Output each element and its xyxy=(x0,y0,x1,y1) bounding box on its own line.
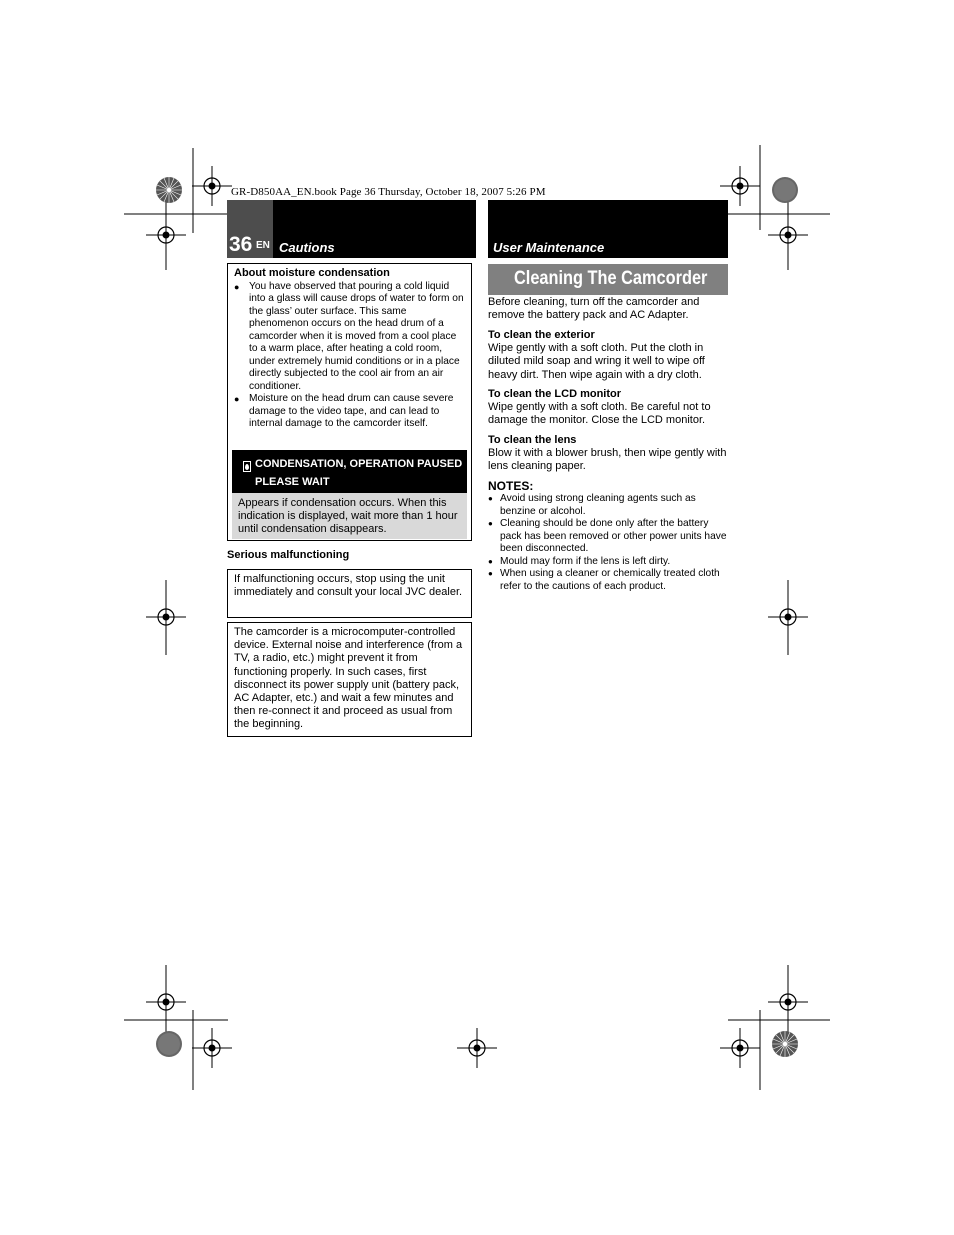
cleaning-intro: Before cleaning, turn off the camcorder and remove the battery pack and AC Adapter. xyxy=(488,296,700,322)
lcd-title: To clean the LCD monitor xyxy=(488,388,622,400)
list-item: ● When using a cleaner or chemically treated cloth refer to the cautions of each product. xyxy=(488,568,720,592)
moisture-title: About moisture condensation xyxy=(234,267,390,279)
cleaning-title-bar xyxy=(488,264,728,295)
serious-malfunctioning-title: Serious malfunctioning xyxy=(227,549,350,561)
exterior-text: Wipe gently with a soft cloth. Put the cloth in diluted mild soap and wring it well to wipe off heavy dirt. Then wipe again with a dry cloth. xyxy=(488,342,705,381)
condensation-drop-icon xyxy=(243,461,251,472)
malfunction-text: If malfunctioning occurs, stop using the unit immediately and consult your local JVC dealer. xyxy=(234,573,463,599)
page-number: 36 xyxy=(229,233,253,256)
malfunction-box xyxy=(227,569,472,618)
bullet-icon: ● xyxy=(488,556,493,566)
microcomputer-text: The camcorder is a microcomputer-controlled device. External noise and interference (from a TV, a radio, etc.) might prevent it from functioning properly. In such cases, first disconnect its power supply unit (battery pack, AC Adapter, etc.) and wait a few minutes and then re-connect it and proceed as usual from the beginning. xyxy=(234,626,463,731)
moisture-bullets xyxy=(234,281,464,430)
indication-title: CONDENSATION, OPERATION PAUSED PLEASE WAIT xyxy=(255,458,463,488)
header-user-maintenance xyxy=(488,200,728,258)
lens-text: Blow it with a blower brush, then wipe gently with lens cleaning paper. xyxy=(488,447,727,473)
page-title: Cleaning The Camcorder xyxy=(514,268,708,289)
language-code: EN xyxy=(256,240,270,251)
condensation-indication-body xyxy=(232,493,467,539)
bullet-icon: ● xyxy=(488,494,493,503)
section-title: User Maintenance xyxy=(493,240,605,255)
bullet-icon: ● xyxy=(234,282,240,292)
section-title: Cautions xyxy=(279,240,335,255)
microcomputer-box xyxy=(227,622,472,737)
bullet-icon: ● xyxy=(488,519,493,528)
notes-title: NOTES: xyxy=(488,479,534,493)
list-item: ● Cleaning should be done only after the battery pack has been removed or other power units have been disconnected. xyxy=(488,518,727,554)
book-file-info: GR-D850AA_EN.book Page 36 Thursday, October 18, 2007 5:26 PM xyxy=(231,186,546,198)
notes-list xyxy=(488,493,728,593)
lens-title: To clean the lens xyxy=(488,434,577,446)
exterior-title: To clean the exterior xyxy=(488,329,595,341)
list-item: ● Avoid using strong cleaning agents such as benzine or alcohol. xyxy=(488,493,696,517)
indication-text: Appears if condensation occurs. When this indication is displayed, wait more than 1 hour until condensation disappears. xyxy=(238,497,458,535)
moisture-condensation-box xyxy=(227,263,472,541)
list-item: ● You have observed that pouring a cold liquid into a glass will cause drops of water to form on the glass’ outer surface. This same phenomenon occurs on the head drum of a camcorder when it is moved from a cool place to a warm place, after heating a cold room, under extremely humid conditions or in a place directly subjected to the cool air from an air conditioner. xyxy=(234,281,464,392)
bullet-icon: ● xyxy=(488,569,493,578)
list-item: ● Moisture on the head drum can cause severe damage to the video tape, and can lead to internal damage to the camcorder itself. xyxy=(234,393,454,429)
header-cautions xyxy=(227,200,476,258)
lcd-text: Wipe gently with a soft cloth. Be careful not to damage the monitor. Close the LCD monitor. xyxy=(488,401,711,427)
bullet-icon: ● xyxy=(234,394,240,405)
list-item: ● Mould may form if the lens is left dirty. xyxy=(488,555,671,567)
condensation-indication-header xyxy=(232,450,467,493)
